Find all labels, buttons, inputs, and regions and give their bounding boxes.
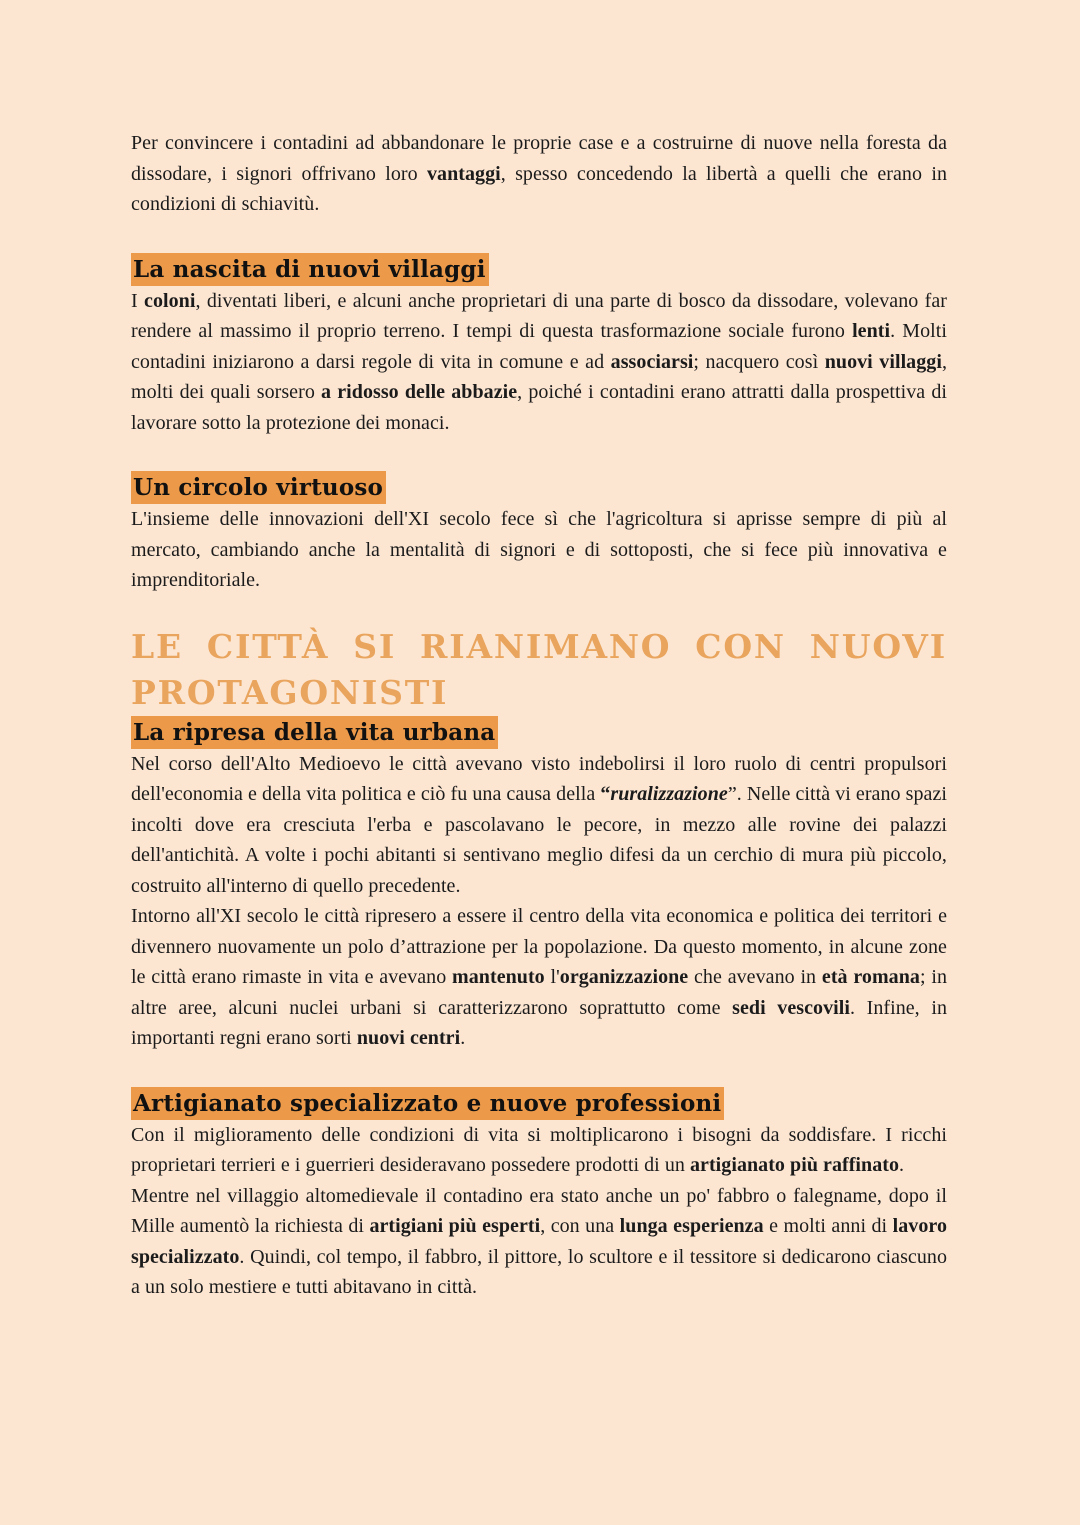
ripresa-paragraph-1: Nel corso dell'Alto Medioevo le città avevano visto indebolirsi il loro ruolo di centri propulsori dell'economia e della vita politica e ciò fu una causa della “ruralizzazione”. Nelle città vi erano spazi incolti dove era cresciuta l'erba e pascolavano le pecore, in mezzo alle rovine dei palazzi dell'antichità. A volte i pochi abitanti si sentivano meglio difesi da un cerchio di mura più piccolo, costruito all'interno di quello precedente. — [131, 752, 947, 897]
artigianato-paragraph-1: Con il miglioramento delle condizioni di vita si moltiplicarono i bisogni da soddisfare. I ricchi proprietari terrieri e i guerrieri desideravano possedere prodotti di un artigianato più raffinato. — [131, 1123, 947, 1176]
heading-artigianato: Artigianato specializzato e nuove professioni — [131, 1087, 724, 1120]
heading-nascita-villaggi: La nascita di nuovi villaggi — [131, 253, 489, 286]
intro-paragraph: Per convincere i contadini ad abbandonare le proprie case e a costruirne di nuove nella foresta da dissodare, i signori offrivano loro vantaggi, spesso concedendo la libertà a quelli che erano in condizioni di schiavitù. — [131, 132, 947, 215]
circolo-paragraph: L'insieme delle innovazioni dell'XI secolo fece sì che l'agricoltura si aprisse sempre di più al mercato, cambiando anche la mentalità di signori e di sottoposti, che si fece più innovativa e imprenditoriale. — [131, 508, 947, 591]
section-title: LE CITTÀ SI RIANIMANO CON NUOVI PROTAGONISTI — [131, 626, 947, 712]
ripresa-paragraph-2: Intorno all'XI secolo le città ripresero a essere il centro della vita economica e politica dei territori e divennero nuovamente un polo d’attrazione per la popolazione. Da questo momento, in alcune zone le città erano rimaste in vita e avevano mantenuto l'organizzazione che avevano in età romana; in altre aree, alcuni nuclei urbani si caratterizzarono soprattutto come sedi vescovili. Infine, in importanti regni erano sorti nuovi centri. — [131, 905, 947, 1049]
heading-ripresa-vita-urbana: La ripresa della vita urbana — [131, 716, 498, 749]
heading-circolo-virtuoso: Un circolo virtuoso — [131, 471, 386, 504]
term-vantaggi: vantaggi — [426, 162, 501, 185]
document-page — [131, 128, 947, 1303]
villaggi-paragraph: I coloni, diventati liberi, e alcuni anche proprietari di una parte di bosco da dissodare, volevano far rendere al massimo il proprio terreno. I tempi di questa trasformazione sociale furono lenti. Molti contadini iniziarono a darsi regole di vita in comune e ad associarsi; nacquero così nuovi villaggi, molti dei quali sorsero a ridosso delle abbazie, poiché i contadini erano attratti dalla prospettiva di lavorare sotto la protezione dei monaci. — [131, 289, 947, 434]
artigianato-paragraph-2: Mentre nel villaggio altomedievale il contadino era stato anche un po' fabbro o falegname, dopo il Mille aumentò la richiesta di artigiani più esperti, con una lunga esperienza e molti anni di lavoro specializzato. Quindi, col tempo, il fabbro, il pittore, lo scultore e il tessitore si dedicarono ciascuno a un solo mestiere e tutti abitavano in città. — [131, 1184, 947, 1298]
